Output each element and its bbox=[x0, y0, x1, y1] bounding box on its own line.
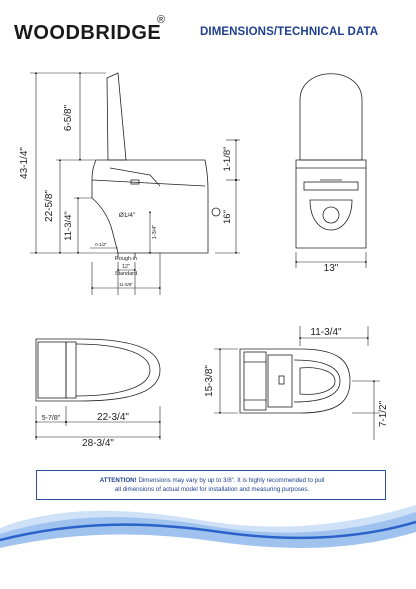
pipe-diameter-label: Ø1/4" bbox=[118, 212, 136, 219]
overall-width-label: 15-3/8" bbox=[204, 365, 215, 397]
seat-height-label: 22-5/8" bbox=[44, 190, 55, 222]
notice-label: ATTENTION! bbox=[99, 477, 137, 484]
front-offset-label: 5-7/8" bbox=[41, 415, 61, 422]
top-view-drawing bbox=[36, 339, 160, 401]
plan-view-dimensions bbox=[214, 326, 380, 440]
notice-line-1: Dimensions may vary by up to 3/8". It is highly recommended to pull bbox=[138, 477, 325, 484]
attention-notice bbox=[36, 470, 386, 500]
half-width-label: 7-1/2" bbox=[378, 400, 389, 428]
seat-width-label: 11-3/4" bbox=[310, 327, 342, 338]
notice-line-2: all dimensions of actual model for installation and measuring purposes. bbox=[114, 485, 310, 493]
lid-height-label: 1-1/8" bbox=[222, 146, 233, 172]
bowl-length-label: 22-3/4" bbox=[97, 412, 129, 423]
notice-text bbox=[37, 477, 387, 494]
rear-view-drawing bbox=[296, 74, 366, 248]
rear-width-label: 13" bbox=[323, 263, 339, 274]
small-offset-label: 0-1/2" bbox=[95, 242, 107, 247]
outlet-height-label: 11-3/4" bbox=[63, 211, 74, 241]
brand-logo: WOODBRIDGE bbox=[14, 22, 162, 44]
registered-mark: ® bbox=[157, 14, 166, 26]
footer-wave bbox=[0, 505, 416, 589]
rough-in-value: 12" bbox=[121, 264, 131, 270]
rough-in-note: Standard bbox=[114, 271, 138, 277]
rough-in-label: Rough-in bbox=[114, 256, 138, 262]
plan-view-drawing bbox=[240, 349, 350, 413]
pipe-offset-label: 1-3/4" bbox=[152, 224, 158, 240]
base-offset-label: 11-5/8" bbox=[118, 282, 134, 287]
page-title: DIMENSIONS/TECHNICAL DATA bbox=[200, 26, 379, 38]
bowl-height-label: 16" bbox=[222, 210, 233, 224]
overall-length-label: 28-3/4" bbox=[82, 438, 114, 449]
overall-height-label: 43-1/4" bbox=[19, 147, 30, 179]
tank-height-label: 6-5/8" bbox=[63, 104, 74, 132]
